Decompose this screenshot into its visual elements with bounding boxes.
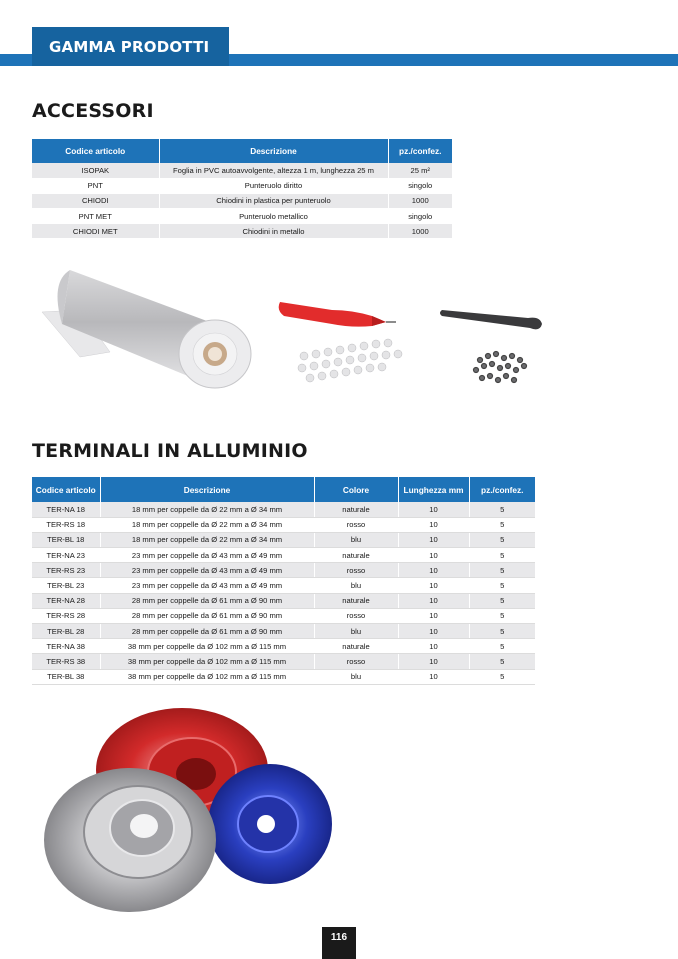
- table-cell: 5: [469, 608, 535, 623]
- table-cell: 5: [469, 639, 535, 654]
- table-row: [32, 669, 535, 684]
- table-row: [32, 517, 535, 532]
- table-cell: rosso: [314, 563, 398, 578]
- table-cell: 1000: [388, 193, 452, 208]
- table-cell: TER-NA 23: [32, 548, 100, 563]
- table-cell: 23 mm per coppelle da Ø 43 mm a Ø 49 mm: [100, 563, 314, 578]
- table-cell: TER-RS 18: [32, 517, 100, 532]
- table-cell: Foglia in PVC autoavvolgente, altezza 1 m, lunghezza 25 m: [159, 163, 388, 178]
- table-cell: 5: [469, 548, 535, 563]
- table-cell: 5: [469, 517, 535, 532]
- table-cell: 10: [398, 502, 469, 517]
- table-cell: CHIODI: [32, 193, 159, 208]
- table-cell: Punteruolo diritto: [159, 178, 388, 193]
- table-row: [32, 624, 535, 639]
- table-cell: 10: [398, 654, 469, 669]
- table-cell: naturale: [314, 502, 398, 517]
- table-row: [32, 608, 535, 623]
- table-row: [32, 548, 535, 563]
- table-row: [32, 209, 452, 224]
- table-cell: Chiodini in plastica per punteruolo: [159, 193, 388, 208]
- table-cell: PNT MET: [32, 209, 159, 224]
- punteruolo-metallico-image: [432, 298, 552, 398]
- table-cell: 5: [469, 669, 535, 684]
- table-cell: PNT: [32, 178, 159, 193]
- table-cell: 18 mm per coppelle da Ø 22 mm a Ø 34 mm: [100, 532, 314, 547]
- column-header: Descrizione: [159, 139, 388, 163]
- table-cell: 5: [469, 563, 535, 578]
- table-cell: 28 mm per coppelle da Ø 61 mm a Ø 90 mm: [100, 608, 314, 623]
- table-cell: Chiodini in metallo: [159, 224, 388, 239]
- table-row: [32, 578, 535, 593]
- table-row: [32, 178, 452, 193]
- table-row: [32, 224, 452, 239]
- table-cell: singolo: [388, 209, 452, 224]
- table-cell: blu: [314, 624, 398, 639]
- table-row: [32, 502, 535, 517]
- table-cell: rosso: [314, 517, 398, 532]
- table-cell: 10: [398, 669, 469, 684]
- table-cell: ISOPAK: [32, 163, 159, 178]
- table-cell: TER-NA 28: [32, 593, 100, 608]
- table-cell: 10: [398, 639, 469, 654]
- pvc-roll-image: [40, 262, 255, 390]
- table-cell: 10: [398, 578, 469, 593]
- table-row: [32, 163, 452, 178]
- table-cell: 10: [398, 517, 469, 532]
- page-number: 116: [322, 927, 356, 959]
- table-cell: 5: [469, 532, 535, 547]
- table-cell: blu: [314, 578, 398, 593]
- table-cell: 5: [469, 593, 535, 608]
- column-header: pz./confez.: [469, 477, 535, 502]
- table-cell: TER-RS 38: [32, 654, 100, 669]
- table-cell: 38 mm per coppelle da Ø 102 mm a Ø 115 mm: [100, 669, 314, 684]
- table-row: [32, 532, 535, 547]
- table-cell: 10: [398, 593, 469, 608]
- column-header: Lunghezza mm: [398, 477, 469, 502]
- table-cell: naturale: [314, 639, 398, 654]
- column-header: Codice articolo: [32, 139, 159, 163]
- column-header: Codice articolo: [32, 477, 100, 502]
- terminali-table: [32, 477, 535, 685]
- table-cell: 25 m²: [388, 163, 452, 178]
- table-row: [32, 654, 535, 669]
- table-cell: TER-NA 38: [32, 639, 100, 654]
- table-cell: 10: [398, 532, 469, 547]
- table-row: [32, 193, 452, 208]
- table-cell: 28 mm per coppelle da Ø 61 mm a Ø 90 mm: [100, 624, 314, 639]
- table-cell: 10: [398, 608, 469, 623]
- table-cell: 5: [469, 654, 535, 669]
- table-cell: blu: [314, 532, 398, 547]
- table-cell: 10: [398, 624, 469, 639]
- table-cell: CHIODI MET: [32, 224, 159, 239]
- table-cell: 10: [398, 548, 469, 563]
- section-tab: GAMMA PRODOTTI: [32, 27, 229, 66]
- table-cell: 18 mm per coppelle da Ø 22 mm a Ø 34 mm: [100, 517, 314, 532]
- table-cell: rosso: [314, 608, 398, 623]
- accessori-table: [32, 139, 452, 239]
- table-cell: 10: [398, 563, 469, 578]
- table-row: [32, 593, 535, 608]
- table-cell: naturale: [314, 593, 398, 608]
- table-cell: 5: [469, 624, 535, 639]
- table-row: [32, 639, 535, 654]
- table-cell: TER-BL 28: [32, 624, 100, 639]
- table-cell: 18 mm per coppelle da Ø 22 mm a Ø 34 mm: [100, 502, 314, 517]
- table-cell: 5: [469, 578, 535, 593]
- column-header: Colore: [314, 477, 398, 502]
- table-cell: 23 mm per coppelle da Ø 43 mm a Ø 49 mm: [100, 548, 314, 563]
- column-header: pz./confez.: [388, 139, 452, 163]
- table-cell: rosso: [314, 654, 398, 669]
- table-cell: TER-BL 23: [32, 578, 100, 593]
- table-cell: 23 mm per coppelle da Ø 43 mm a Ø 49 mm: [100, 578, 314, 593]
- table-cell: TER-NA 18: [32, 502, 100, 517]
- table-cell: naturale: [314, 548, 398, 563]
- accessori-title: ACCESSORI: [32, 100, 154, 122]
- table-cell: 28 mm per coppelle da Ø 61 mm a Ø 90 mm: [100, 593, 314, 608]
- table-cell: TER-BL 38: [32, 669, 100, 684]
- column-header: Descrizione: [100, 477, 314, 502]
- terminali-rolls-image: [42, 700, 342, 915]
- table-cell: TER-RS 28: [32, 608, 100, 623]
- table-cell: 5: [469, 502, 535, 517]
- table-row: [32, 563, 535, 578]
- table-cell: TER-RS 23: [32, 563, 100, 578]
- table-cell: 38 mm per coppelle da Ø 102 mm a Ø 115 mm: [100, 654, 314, 669]
- table-cell: 38 mm per coppelle da Ø 102 mm a Ø 115 mm: [100, 639, 314, 654]
- table-cell: Punteruolo metallico: [159, 209, 388, 224]
- table-cell: TER-BL 18: [32, 532, 100, 547]
- table-cell: 1000: [388, 224, 452, 239]
- table-cell: blu: [314, 669, 398, 684]
- table-cell: singolo: [388, 178, 452, 193]
- terminali-title: TERMINALI IN ALLUMINIO: [32, 440, 308, 462]
- punteruolo-image: [272, 288, 412, 398]
